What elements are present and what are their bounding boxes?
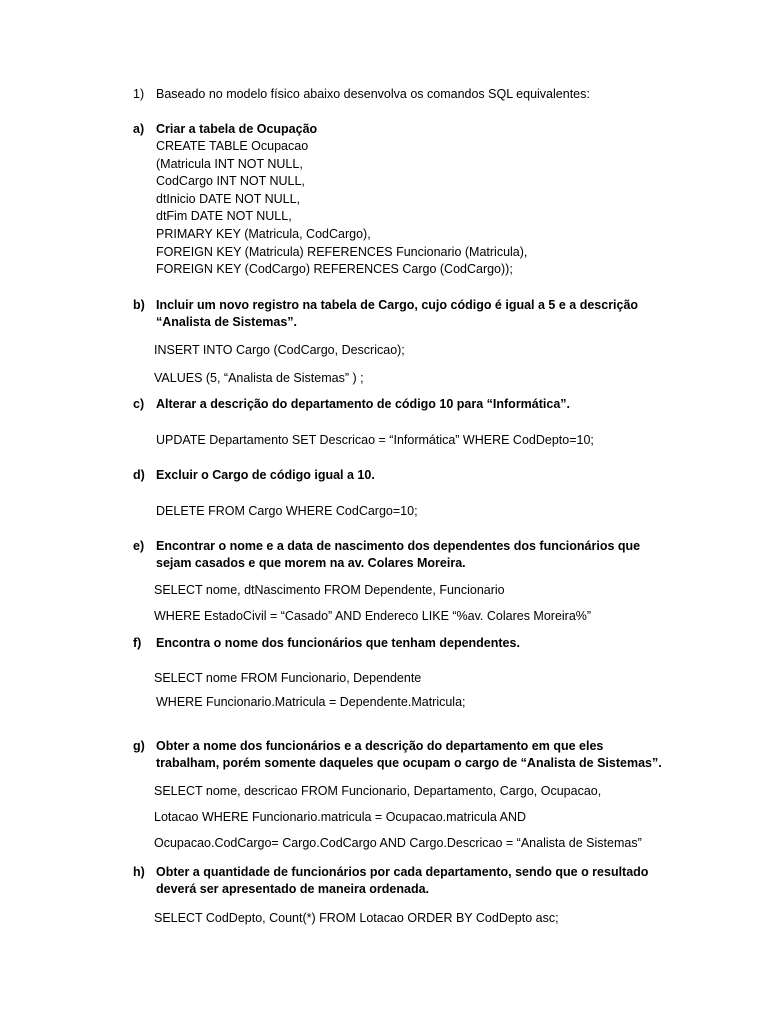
item-h-marker: h) xyxy=(133,865,145,879)
item-d-marker: d) xyxy=(133,468,145,482)
item-e-code-line: WHERE EstadoCivil = “Casado” AND Endereco LIKE “%av. Colares Moreira%” xyxy=(154,609,592,623)
item-b-question: Incluir um novo registro na tabela de Cargo, cujo código é igual a 5 e a descrição xyxy=(156,298,639,312)
item-e-marker: e) xyxy=(133,539,145,553)
item-e-question: Encontrar o nome e a data de nascimento dos dependentes dos funcionários que xyxy=(156,539,641,553)
item-f-marker: f) xyxy=(133,636,142,650)
item-h-question: Obter a quantidade de funcionários por cada departamento, sendo que o resultado xyxy=(156,865,649,879)
intro-text: Baseado no modelo físico abaixo desenvolva os comandos SQL equivalentes: xyxy=(156,87,590,101)
item-h-question: deverá ser apresentado de maneira ordenada. xyxy=(156,882,430,896)
item-b-code-line: VALUES (5, “Analista de Sistemas” ) ; xyxy=(154,371,364,385)
item-b-marker: b) xyxy=(133,298,145,312)
item-b-code-line: INSERT INTO Cargo (CodCargo, Descricao); xyxy=(154,343,405,357)
item-g-code-line: SELECT nome, descricao FROM Funcionario, Departamento, Cargo, Ocupacao, xyxy=(154,784,602,798)
item-e-code-line: SELECT nome, dtNascimento FROM Dependente, Funcionario xyxy=(154,583,505,597)
item-f-question: Encontra o nome dos funcionários que tenham dependentes. xyxy=(156,636,520,650)
item-f-code-line: SELECT nome FROM Funcionario, Dependente xyxy=(154,671,422,685)
item-d-code-line: DELETE FROM Cargo WHERE CodCargo=10; xyxy=(156,504,418,518)
item-a-code-line: dtInicio DATE NOT NULL, xyxy=(156,192,301,206)
item-g-question: trabalham, porém somente daqueles que ocupam o cargo de “Analista de Sistemas”. xyxy=(156,756,662,770)
item-b-question: “Analista de Sistemas”. xyxy=(156,315,298,329)
item-a-code-line: CREATE TABLE Ocupacao xyxy=(156,139,309,153)
item-a-marker: a) xyxy=(133,122,145,136)
item-g-code-line: Ocupacao.CodCargo= Cargo.CodCargo AND Cargo.Descricao = “Analista de Sistemas” xyxy=(154,836,642,850)
item-a-code-line: dtFim DATE NOT NULL, xyxy=(156,209,292,223)
item-c-marker: c) xyxy=(133,397,145,411)
item-g-question: Obter a nome dos funcionários e a descrição do departamento em que eles xyxy=(156,739,604,753)
item-g-code-line: Lotacao WHERE Funcionario.matricula = Ocupacao.matricula AND xyxy=(154,810,527,824)
item-a-code-line: FOREIGN KEY (CodCargo) REFERENCES Cargo (CodCargo)); xyxy=(156,262,513,276)
item-h-code-line: SELECT CodDepto, Count(*) FROM Lotacao ORDER BY CodDepto asc; xyxy=(154,911,559,925)
item-g-marker: g) xyxy=(133,739,145,753)
item-f-code-line: WHERE Funcionario.Matricula = Dependente.Matricula; xyxy=(156,695,466,709)
item-e-question: sejam casados e que morem na av. Colares Moreira. xyxy=(156,556,466,570)
item-a-code-line: (Matricula INT NOT NULL, xyxy=(156,157,303,171)
item-d-question: Excluir o Cargo de código igual a 10. xyxy=(156,468,375,482)
item-a-code-line: PRIMARY KEY (Matricula, CodCargo), xyxy=(156,227,371,241)
item-c-code-line: UPDATE Departamento SET Descricao = “Informática” WHERE CodDepto=10; xyxy=(156,433,594,447)
item-a-code-line: FOREIGN KEY (Matricula) REFERENCES Funcionario (Matricula), xyxy=(156,245,528,259)
intro-marker: 1) xyxy=(133,87,145,101)
item-c-question: Alterar a descrição do departamento de código 10 para “Informática”. xyxy=(156,397,571,411)
item-a-code-line: CodCargo INT NOT NULL, xyxy=(156,174,305,188)
item-a-question: Criar a tabela de Ocupação xyxy=(156,122,318,136)
